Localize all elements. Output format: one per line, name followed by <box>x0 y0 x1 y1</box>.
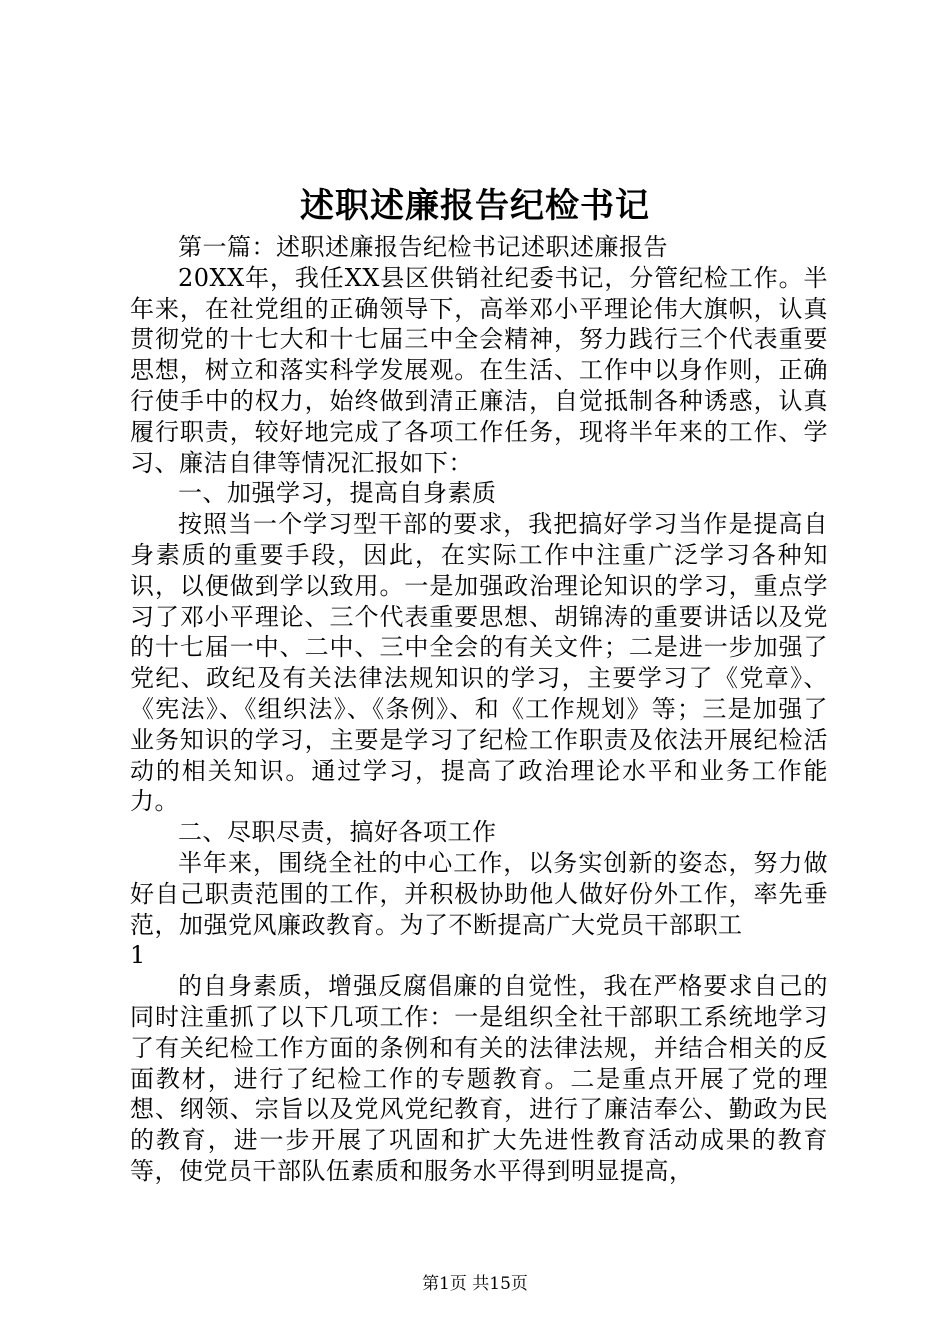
document-body <box>130 232 828 1187</box>
paragraph-duty: 半年来，围绕全社的中心工作，以务实创新的姿态，努力做好自己职责范围的工作，并积极协助他人做好份外工作，率先垂范，加强党风廉政教育。为了不断提高广大党员干部职工 <box>130 848 828 939</box>
page-footer: 第1页 共15页 <box>422 1274 528 1294</box>
inline-page-marker: 1 <box>130 941 146 970</box>
paragraph-heading-first: 第一篇：述职述廉报告纪检书记述职述廉报告 <box>178 233 668 261</box>
document-title: 述职述廉报告纪检书记 <box>300 186 650 226</box>
paragraph-intro: 20XX年，我任XX县区供销社纪委书记，分管纪检工作。半年来，在社党组的正确领导下，高举邓小平理论伟大旗帜，认真贯彻党的十七大和十七届三中全会精神，努力践行三个代表重要思想，树立和落实科学发展观。在生活、工作中以身作则，正确行使手中的权力，始终做到清正廉洁，自觉抵制各种诱惑，认真履行职责，较好地完成了各项工作任务，现将半年来的工作、学习、廉洁自律等情况汇报如下： <box>130 263 828 477</box>
section-heading-study: 一、加强学习，提高自身素质 <box>178 479 497 508</box>
paragraph-continued: 的自身素质，增强反腐倡廉的自觉性，我在严格要求自己的同时注重抓了以下几项工作：一是组织全社干部职工系统地学习了有关纪检工作方面的条例和有关的法律法规，并结合相关的反面教材，进行了纪检工作的专题教育。二是重点开展了党的理想、纲领、宗旨以及党风党纪教育，进行了廉洁奉公、勤政为民的教育，进一步开展了巩固和扩大先进性教育活动成果的教育等，使党员干部队伍素质和服务水平得到明显提高， <box>130 972 828 1185</box>
paragraph-study: 按照当一个学习型干部的要求，我把搞好学习当作是提高自身素质的重要手段，因此，在实际工作中注重广泛学习各种知识，以便做到学以致用。一是加强政治理论知识的学习，重点学习了邓小平理论、三个代表重要思想、胡锦涛的重要讲话以及党的十七届一中、二中、三中全会的有关文件；二是进一步加强了党纪、政纪及有关法律法规知识的学习，主要学习了《党章》、《宪法》、《组织法》、《条例》、和《工作规划》等；三是加强了业务知识的学习，主要是学习了纪检工作职责及依法开展纪检活动的相关知识。通过学习，提高了政治理论水平和业务工作能力。 <box>130 510 828 816</box>
section-heading-duty: 二、尽职尽责，搞好各项工作 <box>178 818 497 847</box>
